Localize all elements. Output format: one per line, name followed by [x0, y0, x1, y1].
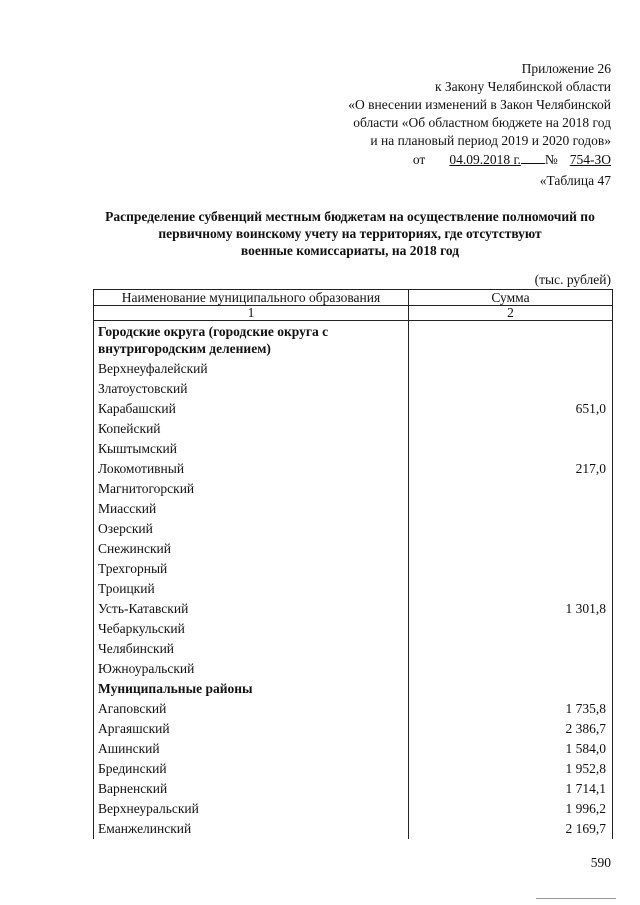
municipality-name: Снежинский [94, 539, 409, 559]
subvention-amount [409, 539, 613, 559]
table-row [94, 479, 613, 499]
appendix-title: Приложение 26 [521, 61, 611, 76]
subvention-amount: 217,0 [409, 459, 613, 479]
subvention-amount [409, 379, 613, 399]
title-line-2: первичному воинскому учету на территориях, где отсутствуют [158, 226, 542, 241]
subvention-amount: 2 386,7 [409, 719, 613, 739]
subvention-amount [409, 439, 613, 459]
municipality-name: Брединский [94, 759, 409, 779]
appendix-law-name-2: области «Об областном бюджете на 2018 год [353, 115, 611, 130]
municipality-name: Трехгорный [94, 559, 409, 579]
subvention-amount: 1 996,2 [409, 799, 613, 819]
subvention-amount: 2 169,7 [409, 819, 613, 839]
header-name: Наименование муниципального образования [94, 290, 409, 306]
number-sign: № [544, 152, 558, 167]
table-row [94, 379, 613, 399]
section-title: Муниципальные районы [94, 679, 409, 699]
header-sum: Сумма [409, 290, 613, 306]
table-row [94, 559, 613, 579]
municipality-name: Южноуральский [94, 659, 409, 679]
table-label: «Таблица 47 [539, 173, 611, 188]
subvention-amount: 1 301,8 [409, 599, 613, 619]
table-row [94, 419, 613, 439]
municipality-name: Златоустовский [94, 379, 409, 399]
section-title: Городские округа (городские округа с внутригородским делением) [94, 321, 409, 360]
title-line-1: Распределение субвенций местным бюджетам на осуществление полномочий по [105, 209, 595, 224]
municipality-name: Магнитогорский [94, 479, 409, 499]
municipality-name: Локомотивный [94, 459, 409, 479]
subvention-table [93, 289, 613, 839]
municipality-name: Верхнеуфалейский [94, 359, 409, 379]
municipality-name: Кыштымский [94, 439, 409, 459]
subvention-amount: 651,0 [409, 399, 613, 419]
table-row [94, 539, 613, 559]
table-row [94, 579, 613, 599]
table-row [94, 659, 613, 679]
municipality-name: Варненский [94, 779, 409, 799]
units-label: (тыс. рублей) [534, 272, 611, 287]
table-row [94, 519, 613, 539]
subvention-amount [409, 499, 613, 519]
table-row [94, 759, 613, 779]
table-row [94, 399, 613, 419]
subvention-amount: 1 952,8 [409, 759, 613, 779]
municipality-name: Усть-Катавский [94, 599, 409, 619]
table-row [94, 599, 613, 619]
subvention-amount: 1 584,0 [409, 739, 613, 759]
from-label: от [412, 152, 426, 167]
subvention-amount [409, 419, 613, 439]
municipality-name: Чебаркульский [94, 619, 409, 639]
subvention-amount [409, 359, 613, 379]
table-row [94, 459, 613, 479]
appendix-law-name-1: «О внесении изменений в Закон Челябинской [348, 97, 611, 112]
appendix-date-line [348, 150, 611, 169]
municipality-name: Ашинский [94, 739, 409, 759]
subvention-amount [409, 519, 613, 539]
subvention-amount [409, 559, 613, 579]
appendix-law-ref: к Закону Челябинской области [434, 79, 611, 94]
table-row [94, 699, 613, 719]
municipality-name: Озерский [94, 519, 409, 539]
table-header-row [94, 290, 613, 306]
municipality-name: Верхнеуральский [94, 799, 409, 819]
subvention-amount: 1 735,8 [409, 699, 613, 719]
table-row [94, 499, 613, 519]
municipality-name: Копейский [94, 419, 409, 439]
law-date: 04.09.2018 г. [449, 152, 521, 167]
subvention-amount [409, 579, 613, 599]
column-number-2: 2 [409, 306, 613, 321]
subvention-amount: 1 714,1 [409, 779, 613, 799]
municipality-name: Агаповский [94, 699, 409, 719]
table-row [94, 639, 613, 659]
table-row [94, 619, 613, 639]
subvention-amount [409, 479, 613, 499]
table-row [94, 439, 613, 459]
column-number-row [94, 306, 613, 321]
table-row [94, 739, 613, 759]
subvention-amount [409, 619, 613, 639]
table-row [94, 799, 613, 819]
date-underline-blank [521, 150, 545, 164]
municipality-name: Миасский [94, 499, 409, 519]
subvention-amount [409, 659, 613, 679]
municipality-name: Троицкий [94, 579, 409, 599]
table-row [94, 819, 613, 839]
table-row [94, 359, 613, 379]
appendix-header [348, 60, 611, 169]
scan-edge-line [536, 898, 616, 899]
municipality-name: Аргаяшский [94, 719, 409, 739]
municipality-name: Карабашский [94, 399, 409, 419]
title-line-3: военные комиссариаты, на 2018 год [240, 243, 460, 258]
document-title [70, 208, 630, 259]
section-row-urban-districts [94, 321, 613, 360]
municipality-name: Челябинский [94, 639, 409, 659]
column-number-1: 1 [94, 306, 409, 321]
law-number: 754-ЗО [569, 152, 611, 167]
table-row [94, 719, 613, 739]
appendix-law-name-3: и на плановый период 2019 и 2020 годов» [370, 133, 611, 148]
table-row [94, 779, 613, 799]
subvention-amount [409, 639, 613, 659]
page-number: 590 [590, 855, 611, 870]
municipality-name: Еманжелинский [94, 819, 409, 839]
section-row-municipal-districts [94, 679, 613, 699]
